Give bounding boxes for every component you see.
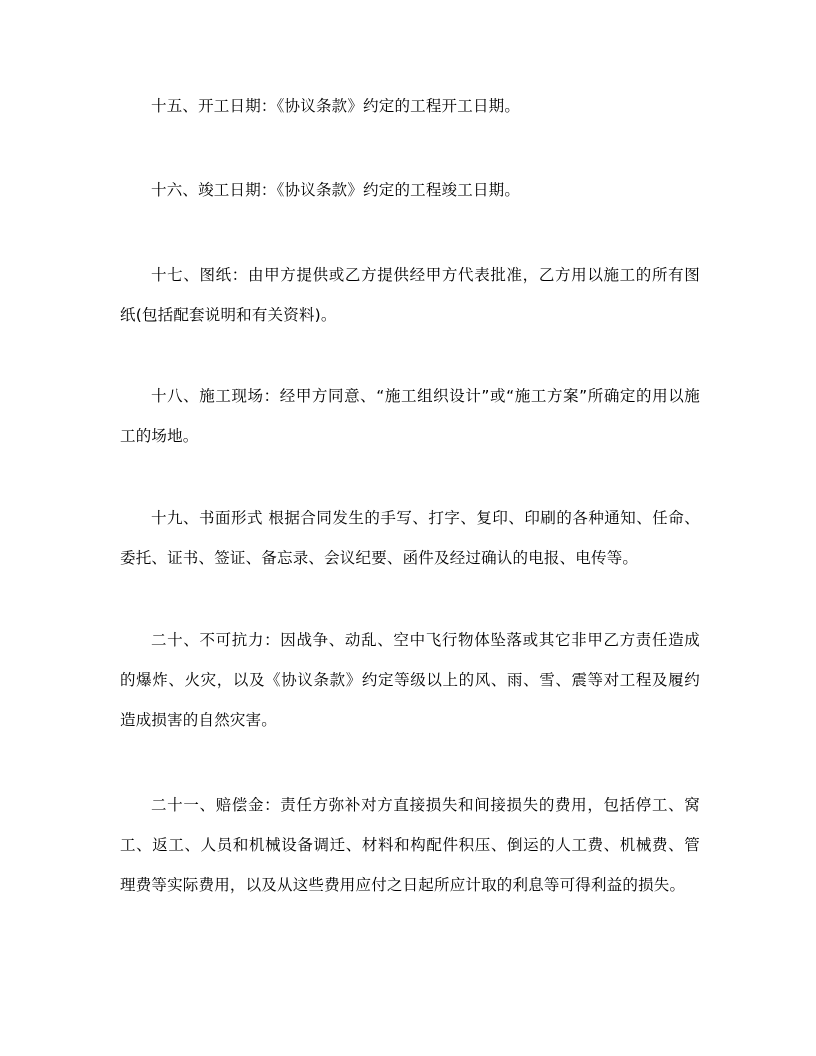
clause-18-construction-site: 十八、施工现场：经甲方同意、“施工组织设计”或“施工方案”所确定的用以施工的场地。 [120,387,700,445]
clause-17-drawings: 十七、图纸：由甲方提供或乙方提供经甲方代表批准，乙方用以施工的所有图纸(包括配套说明和有关资料)。 [120,266,700,324]
clause-15-commencement-date: 十五、开工日期：《协议条款》约定的工程开工日期。 [151,97,521,115]
clause-16-completion-date: 十六、竣工日期：《协议条款》约定的工程竣工日期。 [151,181,521,199]
clause-21-compensation: 二十一、赔偿金：责任方弥补对方直接损失和间接损失的费用，包括停工、窝工、返工、人员和机械设备调迁、材料和构配件积压、倒运的人工费、机械费、管理费等实际费用，以及从这些费用应付之日起所应计取的利息等可得利益的损失。 [120,796,700,894]
clause-19-written-form: 十九、书面形式 根据合同发生的手写、打字、复印、印刷的各种通知、任命、委托、证书、签证、备忘录、会议纪要、函件及经过确认的电报、电传等。 [120,509,700,567]
clause-20-force-majeure: 二十、不可抗力：因战争、动乱、空中飞行物体坠落或其它非甲乙方责任造成的爆炸、火灾，以及《协议条款》约定等级以上的风、雨、雪、震等对工程及履约造成损害的自然灾害。 [120,631,700,729]
